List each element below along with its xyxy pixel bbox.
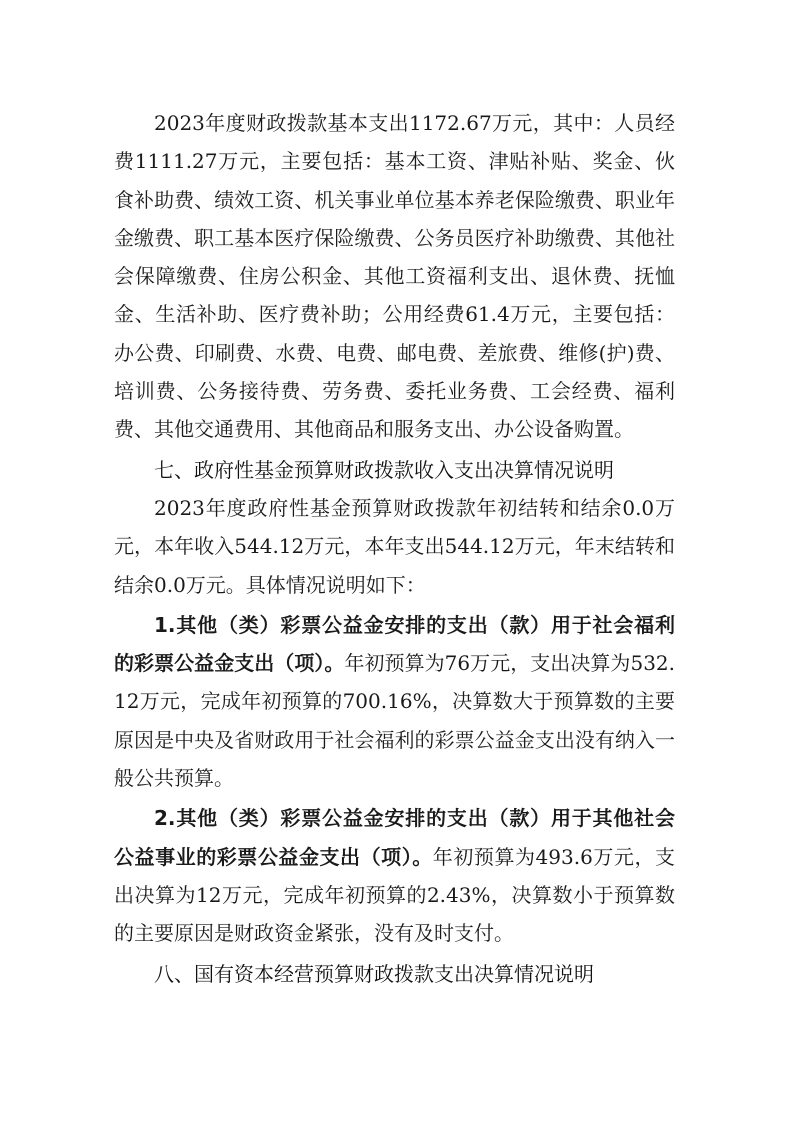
item-1-text: 年初预算为76万元，支出决算为532.12万元，完成年初预算的700.16%，决算数大于预算数的主要原因是中央及省财政用于社会福利的彩票公益金支出没有纳入一般公共预算。	[114, 651, 675, 791]
item-1-title: 1.其他（类）彩票公益金安排的支出（款）用于社会福利的彩票公益金支出（项）。	[114, 612, 675, 676]
section-7-heading: 七、政府性基金预算财政拨款收入支出决算情况说明	[154, 457, 614, 482]
item-2-text: 年初预算为493.6万元，支出决算为12万元，完成年初预算的2.43%，决算数小于预算数的主要原因是财政资金紧张，没有及时支付。	[114, 844, 675, 946]
item-1-paragraph	[114, 606, 675, 797]
basic-expenditure-paragraph: 2023年度财政拨款基本支出1172.67万元，其中：人员经费1111.27万元，主要包括：基本工资、津贴补贴、奖金、伙食补助费、绩效工资、机关事业单位基本养老保险缴费、职业年金缴费、职工基本医疗保险缴费、公务员医疗补助缴费、其他社会保障缴费、住房公积金、其他工资福利支出、退休费、抚恤金、生活补助、医疗费补助；公用经费61.4万元，主要包括：办公费、印刷费、水费、电费、邮电费、差旅费、维修(护)费、培训费、公务接待费、劳务费、委托业务费、工会经费、福利费、其他交通费用、其他商品和服务支出、办公设备购置。	[114, 111, 675, 442]
fund-summary-paragraph: 2023年度政府性基金预算财政拨款年初结转和结余0.0万元，本年收入544.12万元，本年支出544.12万元，年末结转和结余0.0万元。具体情况说明如下：	[114, 495, 675, 597]
item-2-title: 2.其他（类）彩票公益金安排的支出（款）用于其他社会公益事业的彩票公益金支出（项）。	[114, 806, 675, 869]
item-2-paragraph	[114, 799, 675, 952]
section-8-heading: 八、国有资本经营预算财政拨款支出决算情况说明	[154, 961, 594, 986]
